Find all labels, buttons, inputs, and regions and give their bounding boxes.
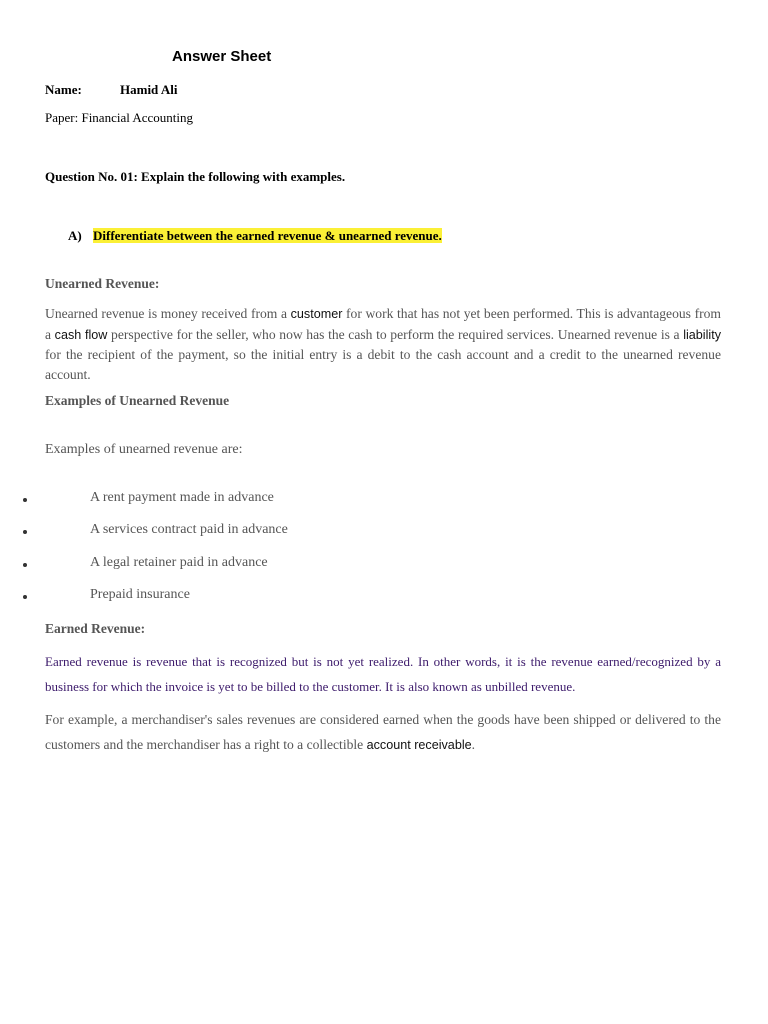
list-item: [0, 490, 700, 510]
unearned-text-2: for work that has not yet been performed. This is advantageous from a: [45, 306, 721, 342]
bullet-icon: [23, 595, 27, 599]
paper-line: Paper: Financial Accounting: [45, 110, 194, 125]
list-item: [0, 555, 700, 575]
unearned-paragraph: [45, 304, 721, 384]
examples-heading: Examples of Unearned Revenue: [45, 393, 230, 408]
bullet-icon: [23, 530, 27, 534]
question-heading: Question No. 01: Explain the following with examples.: [45, 169, 346, 184]
cash-flow-term: cash flow: [54, 327, 108, 342]
list-item-text: A legal retainer paid in advance: [90, 555, 268, 570]
account-receivable-term: account receivable: [366, 738, 472, 752]
liability-term: liability: [683, 327, 721, 342]
unearned-text-3: perspective for the seller, who now has the cash to perform the required services. Unearned revenue is a: [107, 326, 684, 342]
example-text-2: .: [471, 737, 476, 752]
highlighted-question: Differentiate between the earned revenue & unearned revenue.: [93, 228, 442, 243]
part-text: [93, 228, 442, 244]
list-item: [0, 522, 700, 542]
list-item: [0, 587, 700, 607]
list-item-text: A rent payment made in advance: [90, 490, 274, 505]
unearned-heading: Unearned Revenue:: [45, 276, 160, 291]
unearned-text-4: for the recipient of the payment, so the initial entry is a debit to the cash account and a credit to the unearned revenue account.: [45, 347, 721, 382]
example-paragraph: [45, 707, 721, 758]
part-label: A): [68, 228, 82, 243]
list-item-text: A services contract paid in advance: [90, 522, 288, 537]
customer-term: customer: [290, 307, 343, 321]
bullet-icon: [23, 498, 27, 502]
name-label: Name:: [45, 82, 82, 97]
earned-paragraph: Earned revenue is revenue that is recognized but is not yet realized. In other words, it is the revenue earned/recognized by a business for which the invoice is yet to be billed to the customer. It is also known as unbilled revenue.: [45, 654, 721, 694]
name-value: Hamid Ali: [120, 82, 178, 97]
unearned-text-1: Unearned revenue is money received from a: [45, 306, 291, 321]
document-title: Answer Sheet: [172, 48, 272, 65]
list-item-text: Prepaid insurance: [90, 587, 190, 602]
example-text-1: For example, a merchandiser's sales revenues are considered earned when the goods have been shipped or delivered to the customers and the merchandiser has a right to a collectible: [45, 712, 721, 752]
earned-heading: Earned Revenue:: [45, 621, 146, 636]
examples-intro: Examples of unearned revenue are:: [45, 442, 243, 457]
bullet-icon: [23, 563, 27, 567]
